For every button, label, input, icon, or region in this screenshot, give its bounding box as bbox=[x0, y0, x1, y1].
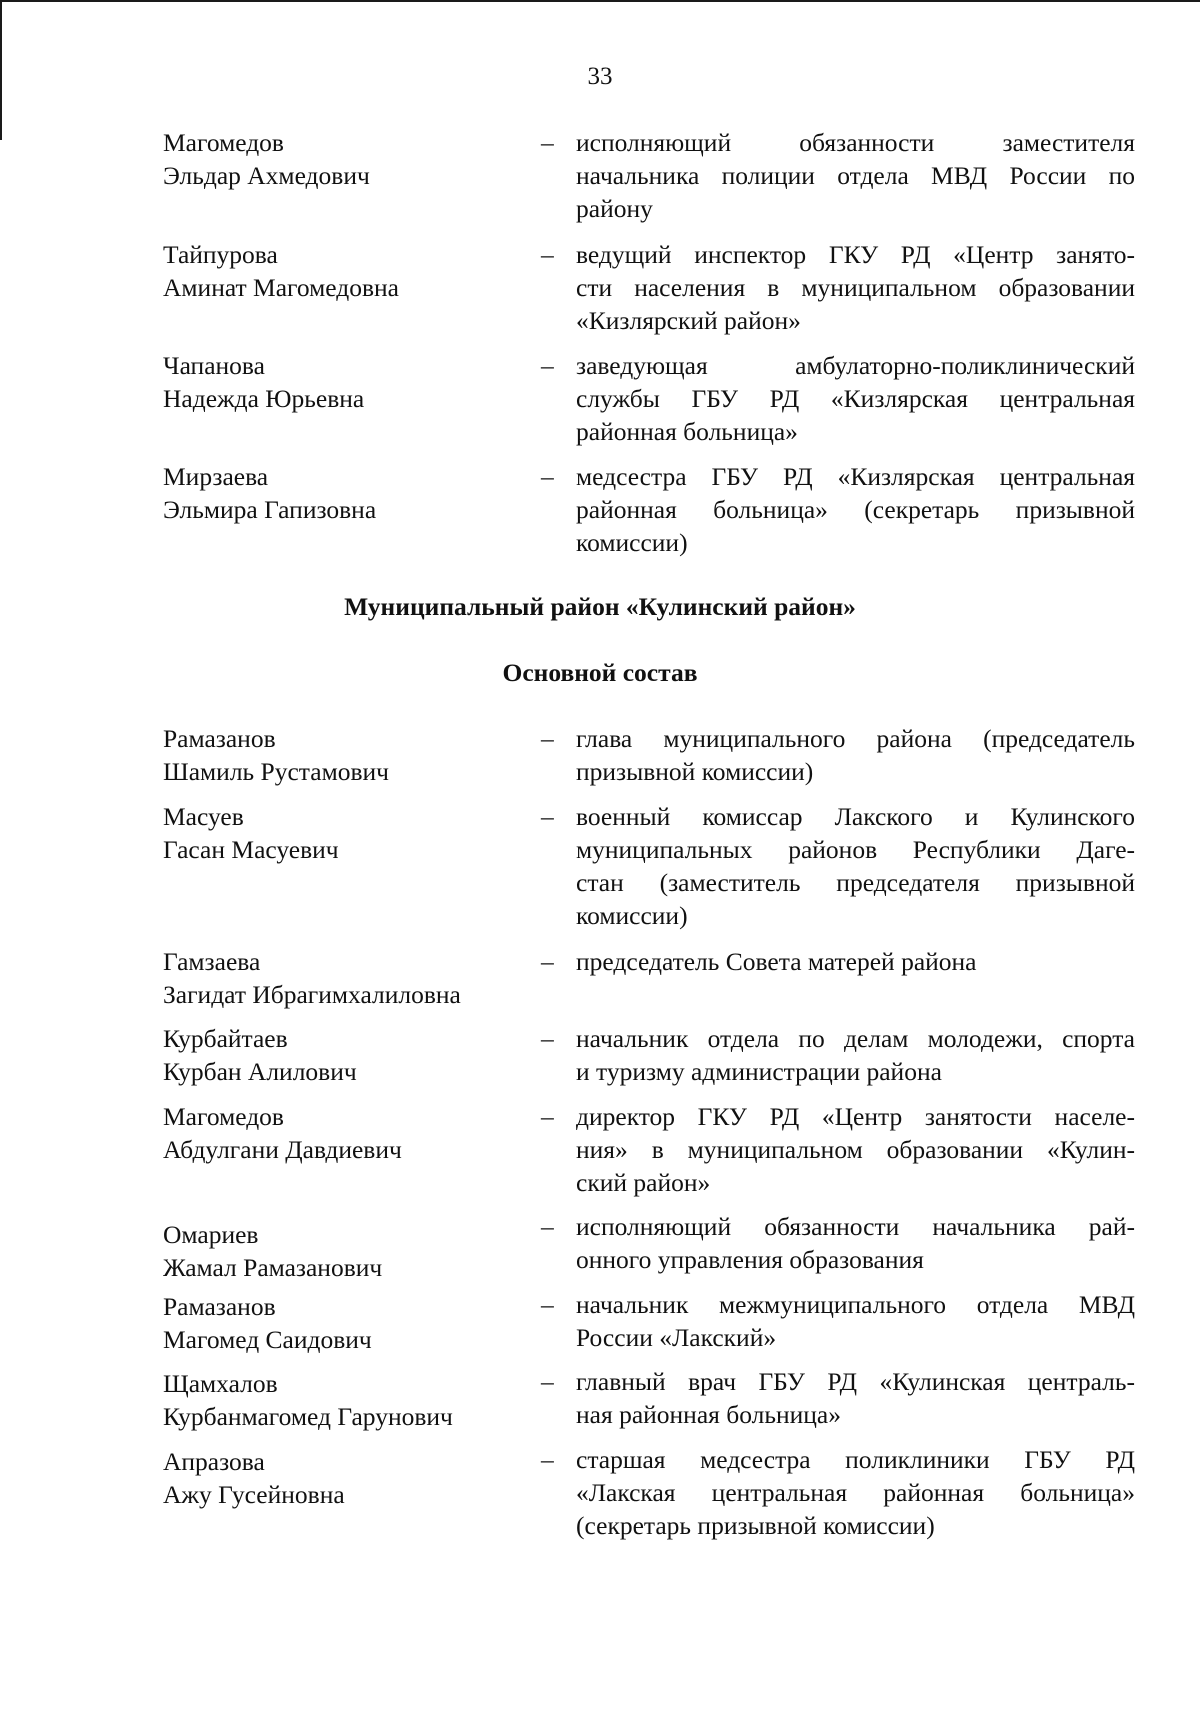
member-surname: Омариев bbox=[163, 1220, 259, 1249]
member-name bbox=[163, 1022, 523, 1088]
position-line: заведующая амбулаторно-поликлинический bbox=[576, 351, 1135, 380]
member-given-names: Шамиль Рустамович bbox=[163, 757, 389, 786]
position-line: начальник отдела по делам молодежи, спорта bbox=[576, 1024, 1135, 1053]
member-given-names: Загидат Ибрагимхалиловна bbox=[163, 980, 461, 1009]
member-given-names: Жамал Рамазанович bbox=[163, 1253, 383, 1282]
member-position bbox=[576, 1443, 1135, 1542]
position-line: району bbox=[576, 194, 653, 223]
member-position bbox=[576, 349, 1135, 448]
dash-separator: – bbox=[541, 1367, 554, 1396]
position-line: ная районная больница» bbox=[576, 1400, 841, 1429]
member-surname: Магомедов bbox=[163, 128, 284, 157]
member-given-names: Эльмира Гапизовна bbox=[163, 495, 377, 524]
dash-separator: – bbox=[541, 802, 554, 831]
member-surname: Апразова bbox=[163, 1447, 265, 1476]
member-name bbox=[163, 1290, 523, 1356]
scan-top-border bbox=[0, 0, 1200, 2]
position-line: военный комиссар Лакского и Кулинского bbox=[576, 802, 1135, 831]
position-line: «Лакская центральная районная больница» bbox=[576, 1478, 1135, 1507]
member-name bbox=[163, 800, 523, 866]
member-surname: Чапанова bbox=[163, 351, 265, 380]
dash-separator: – bbox=[541, 1102, 554, 1131]
member-name bbox=[163, 722, 523, 788]
member-given-names: Абдулгани Давдиевич bbox=[163, 1135, 402, 1164]
position-line: муниципальных районов Республики Даге- bbox=[576, 835, 1135, 864]
member-surname: Гамзаева bbox=[163, 947, 261, 976]
dash-separator: – bbox=[541, 240, 554, 269]
position-line: медсестра ГБУ РД «Кизлярская центральная bbox=[576, 462, 1135, 491]
position-line: ведущий инспектор ГКУ РД «Центр занято- bbox=[576, 240, 1135, 269]
member-surname: Рамазанов bbox=[163, 724, 276, 753]
position-line: комиссии) bbox=[576, 901, 688, 930]
subsection-title: Основной состав bbox=[502, 658, 698, 687]
member-surname: Тайпурова bbox=[163, 240, 278, 269]
position-line: комиссии) bbox=[576, 528, 688, 557]
member-name bbox=[163, 945, 523, 1011]
dash-separator: – bbox=[541, 1024, 554, 1053]
member-surname: Щамхалов bbox=[163, 1369, 278, 1398]
dash-separator: – bbox=[541, 462, 554, 491]
member-name bbox=[163, 1100, 523, 1166]
member-given-names: Надежда Юрьевна bbox=[163, 384, 365, 413]
member-name bbox=[163, 1218, 523, 1284]
member-name bbox=[163, 460, 523, 526]
member-surname: Магомедов bbox=[163, 1102, 284, 1131]
dash-separator: – bbox=[541, 947, 554, 976]
position-line: начальник межмуниципального отдела МВД bbox=[576, 1290, 1135, 1319]
position-line: (секретарь призывной комиссии) bbox=[576, 1511, 935, 1540]
member-position bbox=[576, 1210, 1135, 1276]
position-line: и туризму администрации района bbox=[576, 1057, 942, 1086]
member-position bbox=[576, 945, 1135, 978]
member-position bbox=[576, 722, 1135, 788]
member-position bbox=[576, 1100, 1135, 1199]
position-line: онного управления образования bbox=[576, 1245, 924, 1274]
member-given-names: Курбанмагомед Гарунович bbox=[163, 1402, 453, 1431]
position-line: главный врач ГБУ РД «Кулинская централь- bbox=[576, 1367, 1135, 1396]
position-line: старшая медсестра поликлиники ГБУ РД bbox=[576, 1445, 1135, 1474]
member-surname: Масуев bbox=[163, 802, 244, 831]
position-line: ский район» bbox=[576, 1168, 711, 1197]
dash-separator: – bbox=[541, 1212, 554, 1241]
position-line: ния» в муниципальном образовании «Кулин- bbox=[576, 1135, 1135, 1164]
position-line: призывной комиссии) bbox=[576, 757, 814, 786]
member-given-names: Гасан Масуевич bbox=[163, 835, 339, 864]
dash-separator: – bbox=[541, 128, 554, 157]
member-position bbox=[576, 800, 1135, 932]
member-given-names: Ажу Гусейновна bbox=[163, 1480, 345, 1509]
dash-separator: – bbox=[541, 724, 554, 753]
position-line: начальника полиции отдела МВД России по bbox=[576, 161, 1135, 190]
member-given-names: Магомед Саидович bbox=[163, 1325, 372, 1354]
position-line: районная больница» (секретарь призывной bbox=[576, 495, 1135, 524]
member-given-names: Аминат Магомедовна bbox=[163, 273, 399, 302]
member-name bbox=[163, 1367, 523, 1433]
position-line: службы ГБУ РД «Кизлярская центральная bbox=[576, 384, 1135, 413]
member-given-names: Курбан Алилович bbox=[163, 1057, 357, 1086]
member-given-names: Эльдар Ахмедович bbox=[163, 161, 370, 190]
position-line: сти населения в муниципальном образовании bbox=[576, 273, 1135, 302]
member-position bbox=[576, 126, 1135, 225]
dash-separator: – bbox=[541, 1445, 554, 1474]
member-position bbox=[576, 1022, 1135, 1088]
position-line: стан (заместитель председателя призывной bbox=[576, 868, 1135, 897]
section-title: Муниципальный район «Кулинский район» bbox=[344, 592, 856, 621]
position-line: исполняющий обязанности заместителя bbox=[576, 128, 1135, 157]
member-position bbox=[576, 238, 1135, 337]
member-surname: Мирзаева bbox=[163, 462, 269, 491]
member-name bbox=[163, 126, 523, 192]
member-name bbox=[163, 349, 523, 415]
member-surname: Курбайтаев bbox=[163, 1024, 288, 1053]
dash-separator: – bbox=[541, 1290, 554, 1319]
page-number: 33 bbox=[587, 63, 613, 90]
position-line: глава муниципального района (председатель bbox=[576, 724, 1135, 753]
member-name bbox=[163, 238, 523, 304]
member-surname: Рамазанов bbox=[163, 1292, 276, 1321]
position-line: районная больница» bbox=[576, 417, 798, 446]
dash-separator: – bbox=[541, 351, 554, 380]
member-position bbox=[576, 460, 1135, 559]
member-name bbox=[163, 1445, 523, 1511]
position-line: исполняющий обязанности начальника рай- bbox=[576, 1212, 1135, 1241]
position-line: России «Лакский» bbox=[576, 1323, 777, 1352]
member-position bbox=[576, 1288, 1135, 1354]
position-line: председатель Совета матерей района bbox=[576, 947, 977, 976]
member-position bbox=[576, 1365, 1135, 1431]
position-line: «Кизлярский район» bbox=[576, 306, 801, 335]
position-line: директор ГКУ РД «Центр занятости населе- bbox=[576, 1102, 1135, 1131]
